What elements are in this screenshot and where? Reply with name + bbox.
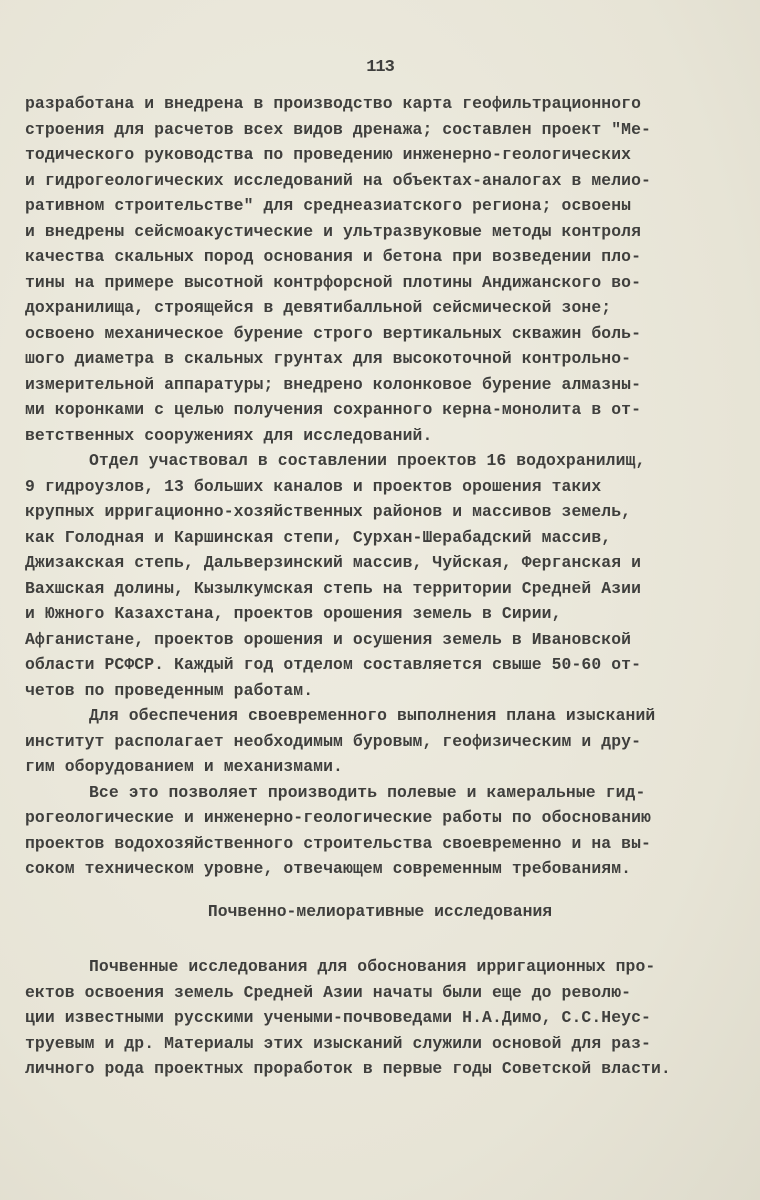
text-line: разработана и внедрена в производство карта геофильтрационного [25,94,642,113]
text-line: личного рода проектных проработок в первые годы Советской власти. [25,1059,671,1078]
text-line: крупных ирригационно-хозяйственных районов и массивов земель, [25,502,632,521]
text-line: измерительной аппаратуры; внедрено колонковое бурение алмазны- [25,374,642,394]
text-line: Афганистане, проектов орошения и осушения земель в Ивановской [25,629,632,649]
text-line: тины на примере высотной контрфорсной плотины Андижанского во- [25,272,642,292]
text-line: институт располагает необходимым буровым, геофизическим и дру- [25,731,642,751]
text-line: и внедрены сейсмоакустические и ультразвуковые методы контроля [25,221,642,241]
text-line: проектов водохозяйственного строительства своевременно и на вы- [25,833,651,853]
section-heading: Почвенно-мелиоративные исследования [207,902,553,921]
text-line: шого диаметра в скальных грунтах для высокоточной контрольно- [25,349,632,368]
text-line: ративном строительстве" для среднеазиатского региона; освоены [25,196,632,215]
text-line: труевым и др. Материалы этих изысканий служили основой для раз- [25,1033,651,1053]
text-line: гим оборудованием и механизмами. [25,757,343,776]
text-line: соком техническом уровне, отвечающем современным требованиям. [25,859,632,878]
text-line: ми коронками с целью получения сохранного керна-монолита в от- [25,400,642,419]
text-line: Все это позволяет производить полевые и камеральные гид- [89,782,646,802]
text-line: и Южного Казахстана, проектов орошения земель в Сирии, [25,604,562,623]
text-line: ектов освоения земель Средней Азии начаты были еще до револю- [25,982,632,1002]
text-line: как Голодная и Каршинская степи, Сурхан-Шерабадский массив, [25,527,612,547]
text-line: области РСФСР. Каждый год отделом составляется свыше 50-60 от- [25,655,642,674]
text-line: Джизакская степь, Дальверзинский массив, Чуйская, Ферганская и [25,553,642,572]
text-line: качества скальных пород основания и бетона при возведении пло- [25,247,642,266]
text-line: тодического руководства по проведению инженерно-геологических [25,145,632,164]
text-line: 9 гидроузлов, 13 больших каналов и проектов орошения таких [25,476,602,496]
body-text-section-2 [25,954,671,1082]
text-line: строения для расчетов всех видов дренажа; составлен проект "Ме- [25,119,651,139]
text-line: Вахшская долины, Кызылкумская степь на территории Средней Азии [25,578,642,598]
text-line: и гидрогеологических исследований на объектах-аналогах в мелио- [25,170,651,190]
text-line: ции известными русскими учеными-почвоведами Н.А.Димо, С.С.Неус- [25,1008,651,1027]
text-line: Отдел участвовал в составлении проектов 16 водохранилищ, [89,451,646,470]
text-line: Почвенные исследования для обоснования ирригационных про- [89,957,656,976]
page-number: 113 [366,58,394,77]
text-line: освоено механическое бурение строго вертикальных скважин боль- [25,323,642,343]
text-line: ветственных сооружениях для исследований. [25,425,433,445]
body-text-section-1 [25,91,655,882]
text-line: рогеологические и инженерно-геологические работы по обоснованию [25,808,651,827]
text-line: четов по проведенным работам. [25,680,314,700]
text-line: дохранилища, строящейся в девятибалльной сейсмической зоне; [25,298,612,317]
text-line: Для обеспечения своевременного выполнения плана изысканий [89,706,656,725]
